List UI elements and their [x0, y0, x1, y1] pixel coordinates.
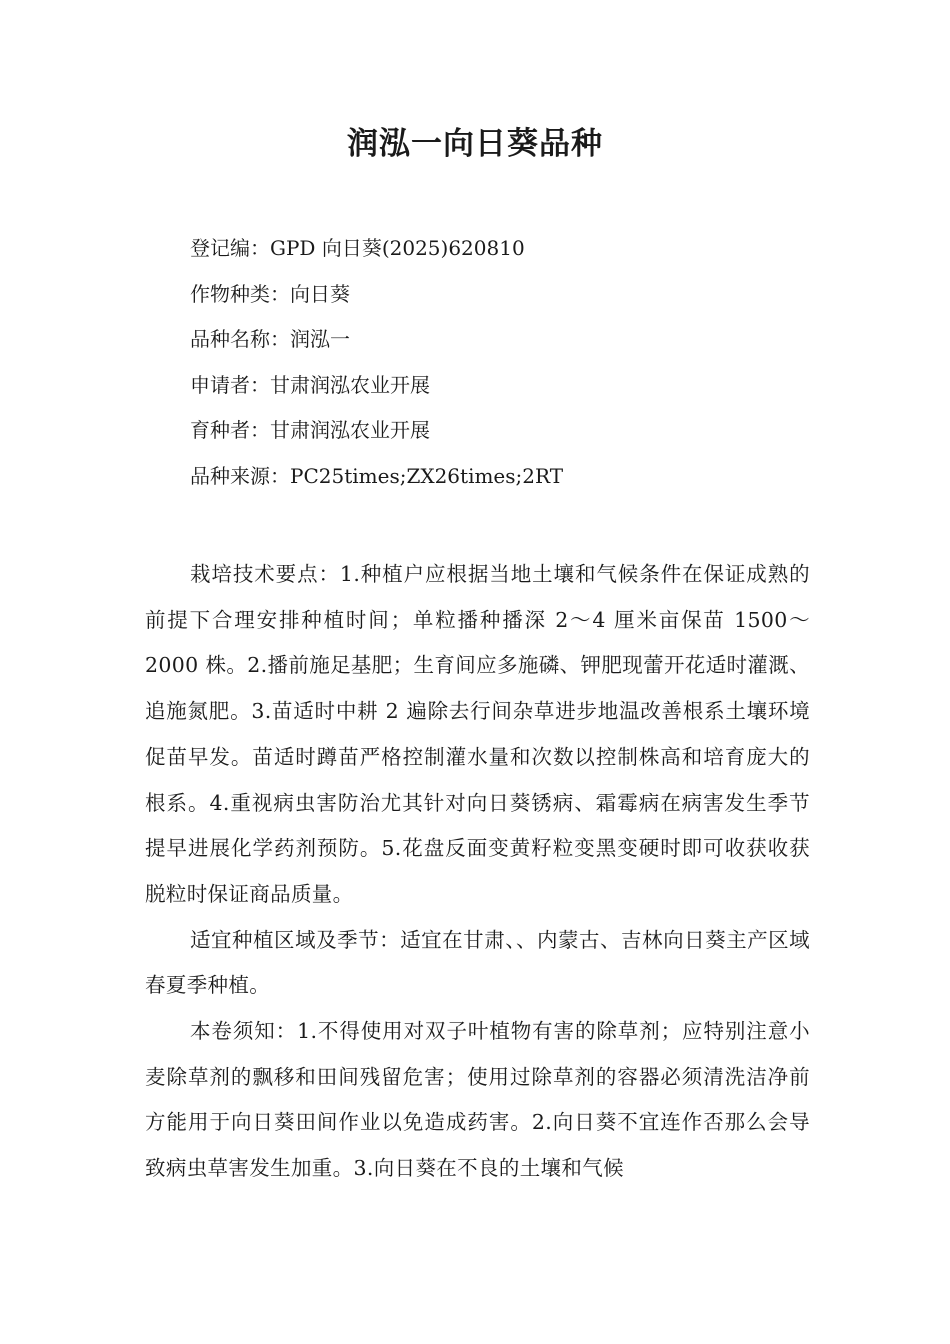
breeder-line: [190, 414, 830, 460]
variety-name-label: 品种名称：: [190, 327, 290, 351]
crop-type-label: 作物种类：: [190, 281, 290, 306]
variety-name-value: 润泓一: [290, 327, 350, 351]
applicant-value: 甘肃润泓农业开展: [270, 372, 430, 397]
registration-number-value: GPD 向日葵(2025)620810: [270, 236, 525, 260]
registration-number-line: [190, 232, 830, 278]
crop-type-value: 向日葵: [290, 281, 350, 306]
applicant-label: 申请者：: [190, 372, 270, 397]
notes-paragraph: 本卷须知：1.不得使用对双子叶植物有害的除草剂；应特别注意小麦除草剂的飘移和田间残留危害；使用过除草剂的容器必须清洗洁净前方能用于向日葵田间作业以免造成药害。2.向日葵不宜连作否那么会导致病虫草害发生加重。3.向日葵在不良的土壤和气候: [145, 1019, 810, 1181]
breeder-value: 甘肃润泓农业开展: [270, 418, 430, 442]
crop-type-line: [190, 278, 830, 324]
document-body: [145, 552, 810, 1192]
breeder-label: 育种者：: [190, 418, 270, 442]
variety-source-value: PC25times;ZX26times;2RT: [290, 463, 564, 488]
registration-info: [190, 232, 830, 505]
variety-name-line: [190, 323, 830, 369]
document-title: 润泓一向日葵品种: [347, 126, 603, 162]
registration-number-label: 登记编：: [190, 236, 270, 260]
applicant-line: [190, 369, 830, 415]
cultivation-techniques-paragraph: 栽培技术要点：1.种植户应根据当地土壤和气候条件在保证成熟的前提下合理安排种植时间；单粒播种播深 2～4 厘米亩保苗 1500～2000 株。2.播前施足基肥；生育间应多施磷、钾肥现蕾开花适时灌溉、追施氮肥。3.苗适时中耕 2 遍除去行间杂草进步地温改善根系土壤环境促苗早发。苗适时蹲苗严格控制灌水量和次数以控制株高和培育庞大的根系。4.重视病虫害防治尤其针对向日葵锈病、霜霉病在病害发生季节提早进展化学药剂预防。5.花盘反面变黄籽粒变黑变硬时即可收获收获脱粒时保证商品质量。: [145, 562, 810, 906]
suitable-region-paragraph: 适宜种植区域及季节：适宜在甘肃、、内蒙古、吉林向日葵主产区域春夏季种植。: [145, 927, 810, 998]
variety-source-line: [190, 460, 830, 506]
variety-source-label: 品种来源：: [190, 463, 290, 488]
